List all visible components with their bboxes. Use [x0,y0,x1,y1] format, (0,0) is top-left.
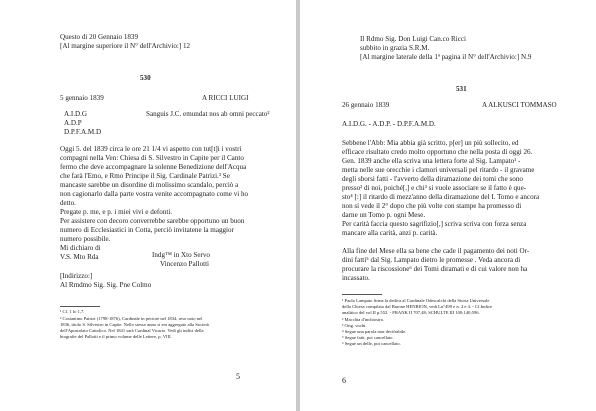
footnote: biografie del Pallotti e il primo volume delle Lettere, p. VIII. [60,334,172,339]
body-line: incassato. [342,274,370,282]
footnote: ³ Orig. vochi. [342,323,367,328]
letter-recipient: A ALKUSCI TOMMASO [482,101,557,109]
body-line: che farà l'Emo, e Rmo Principe il Sig. Cardinale Patrizi.³ Se [60,172,230,180]
address-label: [Indirizzo:] [60,272,93,280]
letter-number: 531 [456,85,467,93]
footnote: ¹ Cf. 1 lo 1,7. [60,309,85,314]
archive-header-line3: [Al margine laterale della 1ª pagina il N° dell'Archivio:] N.9 [360,53,532,61]
archive-header-line2: [Al margine superiore il N° dell'Archivio:] 12 [60,42,191,50]
closing-line2: V.S. Mto Rda [60,253,99,261]
adp-line: A.D.P [64,119,82,127]
body-line: Gen. 1839 anche ella scriva una lettera forte al Sig. Lampato¹ - [342,157,521,165]
page-number: 6 [342,376,346,385]
footnote: ² Costantino Patrizi (1798-1876), Cardinale in pectore nel 1834, reso noto nel [60,316,203,321]
footnote: ¹ Paolo Lampato firma la dedica al Cardinale Odescalchi della Storia Universale [342,298,490,303]
body-line: sto⁴ [:] il ritardo di mezz'anno della diramazione del I. Tomo e ancora [342,193,540,201]
letter-date: 26 gennaio 1839 [342,101,390,109]
archive-header-line1: Questo di 20 Gennaio 1839 [60,33,139,41]
body-line: numero possibile. [60,235,111,243]
aidg-line: A.I.D.G. - A.D.P. - D.P.F.A.M.D. [342,120,436,128]
body-line: Sebbene l'Abb: Mia abbia già scritto, p[er] un più sollecito, ed [342,139,519,147]
body-line: non si vede il 2° dopo che più volte con stampe ha promesso di [342,202,522,210]
address-text: Al Rmdmo Sig. Sig. Pne Colmo [60,281,152,289]
footnote: 1836, titolo S. Silvestro in Capite. Nello stesso anno si era aggregato alla Società [60,322,209,327]
body-line: metta nelle sue orecchie i clamori universali pel ritardo - il gravame [342,166,535,174]
body-line: mancare alla carità, anzi p. carità. [342,229,438,237]
footnote: dell'Apostolato Cattolico. Nel 1841 sarà Cardinal Vicario. Vedi gli indici della [60,328,204,333]
body-line: Per assistere con decoro converrebbe sarebbe opportuno un buon [60,217,245,225]
letter-number: 530 [140,74,151,82]
footnote: ⁵ Segue fatti, poi cancellato. [342,335,394,340]
dpfamd-line: D.P.F.A.M.D [64,128,102,136]
body-line: Pregate p. me, e p. i miei vivi e defonti. [60,208,173,216]
salutation: Sanguis J.C. emundat nos ab omni peccato² [146,110,270,118]
letter-date: 5 gennaio 1839 [60,94,104,102]
footnote: analitico del vol.II p.552. - FRANK II 707,48; SCHULTE III 100;140;596. [342,310,480,315]
body-line: degli sborsi fatti - l'avverto della diramazione dei tomi che sono [342,175,523,183]
signature-name: Vincenzo Pallotti [160,260,210,268]
body-line: detto. [60,199,76,207]
aidg-line: A.I.D.G [64,110,88,118]
body-line: Alla fine del Mese ella sa bene che cade il pagamento dei noti Or- [342,247,530,255]
archive-header-line1: Il Rdmo Sig. Don Luigi Can.co Ricci [360,35,467,43]
signature-line1: Indg™ in Xto Servo [152,251,210,259]
body-line: efficace risultato credo molto opportuno che nella posta di oggi 26. [342,148,533,156]
archive-header-line2: subbito in grazia S.R.M. [360,44,430,52]
footnote: ⁴ Segue una parola non decifrabile. [342,329,407,334]
body-line: darne un Tomo p. ogni Mese. [342,211,426,219]
body-line: Per carità faccia questo sagrifizio[,] scriva scriva con forza senza [342,220,527,228]
body-line: numero di Ecclesiastici in Cotta, perciò invitatene la maggior [60,226,234,234]
body-line: Oggi 5. del 1839 circa le ore 21 1/4 vi aspetto con tut[t]i i vostri [60,145,242,153]
footnote: ⁶ Segue un delle, poi cancellato. [342,341,401,346]
body-line: compagni nella Ven: Chiesa di S. Silvestro in Capite per il Canto [60,154,244,162]
footnote-rule [342,294,382,295]
footnote: della Chiesa compilata dal Barone HENRION, vedi Ln°499 e n. 2 e 4. - Cf.Indice [342,304,493,309]
body-line: mancaste sarebbe un disordine di molissimo scandalo, perciò a [60,181,239,189]
page-number: 5 [236,372,240,381]
closing-line1: Mi dichiaro di [60,244,101,252]
body-line: non cagionarlo dalla parte vostra venite accompagnato come vi ho [60,190,249,198]
letter-recipient: A RICCI LUIGI [202,94,249,102]
left-page [0,0,296,411]
body-line: fermo che deve accompagnare la solenne Benedizione dell'Acqua [60,163,247,171]
footnote-rule [60,306,100,307]
footnote: ² Macchia d'inchiostro. [342,317,385,322]
right-page [300,0,596,411]
body-line: dini fatti⁵ dal Sig. Lampato dietro le promesse . Veda ancora di [342,256,521,264]
body-line: procurare la riscossione⁶ dei Tomi diramati e di cui valore non ha [342,265,528,273]
body-line: presso² di noi, poiché[,] e chi³ si vuole associare se il fatto è que- [342,184,527,192]
